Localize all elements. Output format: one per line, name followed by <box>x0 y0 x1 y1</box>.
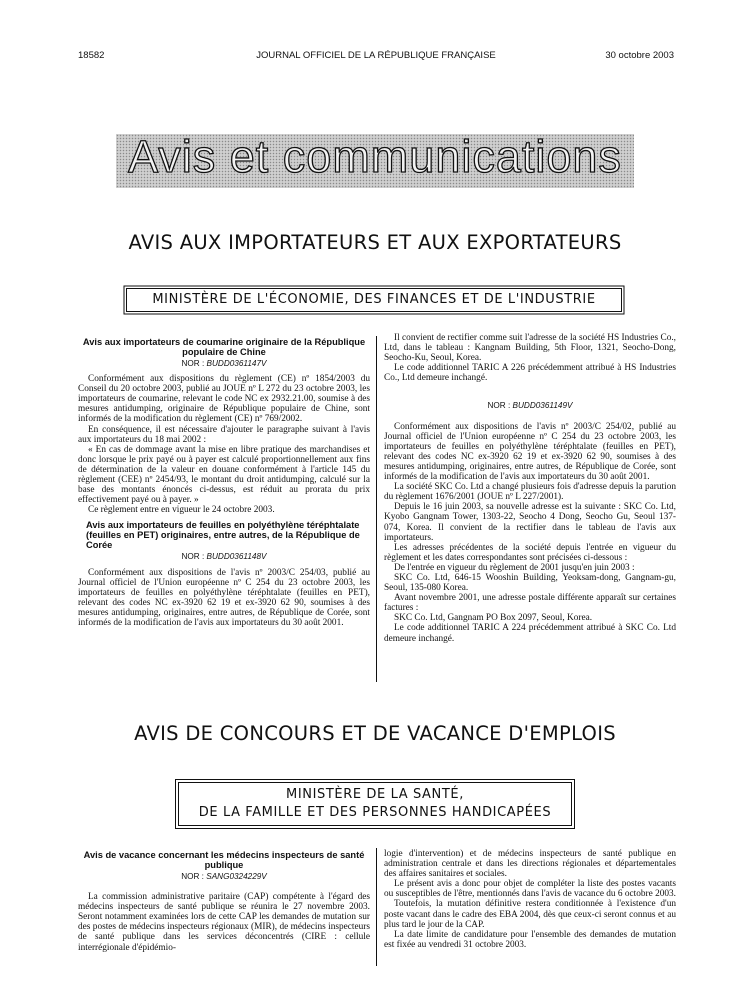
article-title-coumarine: Avis aux importateurs de coumarine originaire de la République populaire de Chine <box>82 337 366 357</box>
column-divider <box>376 336 377 682</box>
nor-label: NOR : <box>181 552 205 562</box>
nor-code: BUDD0361148V <box>206 552 267 562</box>
paragraph: Conformément aux dispositions de l'avis nº 2003/C 254/03, publié au Journal officiel de l'Union européenne nº C 254 du 23 octobre 2003, les importateurs de feuilles en polyéthylène téréphtalate (feuilles en PET), relevant des codes NC ex-3920 62 19 et ex-3920 62 90, soumises à des mesures antidumping, originaires, entre autres, de République de Corée, sont informés de la modification de l'avis aux importateurs du 30 août 2001. <box>78 567 370 628</box>
paragraph: Conformément aux dispositions de l'avis nº 2003/C 254/02, publié au Journal officiel de l'Union européenne nº C 254 du 23 octobre 2003, les importateurs de feuilles en polyéthylène téréphtalate (feuilles en PET), relevant des codes NC ex-3920 62 19 et ex-3920 62 90, soumises à des mesures antidumping, originaires, entre autres, de République de Corée, sont informés de la modification de l'avis aux importateurs du 30 août 2001. <box>384 421 676 483</box>
paragraph: Depuis le 16 juin 2003, sa nouvelle adresse est la suivante : SKC Co. Ltd, Kyobo Gangnam Tower, 1303-22, Seocho 4 Dong, Seocho Gu, Seoul 137-074, Korea. Il convient de la rectifier dans le tableau de l'avis aux importateurs. <box>384 502 676 543</box>
nor-reference <box>384 401 676 411</box>
ministry-box-health <box>178 782 572 826</box>
paragraph: Le code additionnel TARIC A 224 précédemment attribué à SKC Co. Ltd demeure inchangé. <box>384 623 676 644</box>
nor-label: NOR : <box>487 401 511 411</box>
ministry-name-line-2: DE LA FAMILLE ET DES PERSONNES HANDICAPÉES <box>198 805 552 820</box>
column-left-importers <box>78 333 370 628</box>
paragraph: Les adresses précédentes de la société depuis l'entrée en vigueur du règlement et les dates correspondantes sont précisées ci-dessous : <box>384 542 676 563</box>
paragraph: Ce règlement entre en vigueur le 24 octobre 2003. <box>88 505 275 516</box>
column-divider <box>376 848 377 966</box>
nor-label: NOR : <box>181 359 205 368</box>
nor-code: BUDD0361147V <box>206 359 267 368</box>
banner-title: Avis et communications <box>128 131 622 182</box>
running-header <box>78 50 674 64</box>
ministry-name: MINISTÈRE DE L'ÉCONOMIE, DES FINANCES ET DE L'INDUSTRIE <box>152 292 596 307</box>
paragraph: La société SKC Co. Ltd a changé plusieurs fois d'adresse depuis la parution du règlement 1676/2001 (JOUE nº L 227/2001). <box>384 482 676 503</box>
paragraph: logie d'intervention) et de médecins inspecteurs de santé publique en administration centrale et dans les directions régionales et départementales des affaires sanitaires et sociales. <box>384 849 676 880</box>
column-left-vacancies <box>78 846 370 953</box>
page-number: 18582 <box>78 50 105 61</box>
column-right-importers <box>384 333 676 644</box>
column-right-vacancies <box>384 849 676 950</box>
section-heading-vacancies: AVIS DE CONCOURS ET DE VACANCE D'EMPLOIS <box>134 722 616 745</box>
ministry-name-line-1: MINISTÈRE DE LA SANTÉ, <box>286 787 464 802</box>
paragraph: La commission administrative paritaire (CAP) compétente à l'égard des médecins inspecteurs de santé publique se réunira le 27 novembre 2003. Seront notamment examinées lors de cette CAP les demandes de mutation sur des postes de médecins inspecteurs régionaux (MIR), de médecins inspecteurs de santé publique dans les services déconcentrés (CIRE : cellule interrégionale d'épidémio- <box>78 892 370 953</box>
ministry-box-economy <box>126 288 622 312</box>
paragraph: La date limite de candidature pour l'ensemble des demandes de mutation est fixée au vendredi 31 octobre 2003. <box>384 929 676 950</box>
article-title-vacancy: Avis de vacance concernant les médecins inspecteurs de santé publique <box>83 850 365 870</box>
paragraph: SKC Co. Ltd, Gangnam PO Box 2097, Seoul, Korea. <box>394 613 593 624</box>
article-title-pet-sheets: Avis aux importateurs de feuilles en polyéthylène téréphtalate (feuilles en PET) originaires, entre autres, de la République de Corée <box>86 520 360 551</box>
nor-reference <box>78 552 370 562</box>
paragraph: Il convient de rectifier comme suit l'adresse de la société HS Industries Co., Ltd, dans le tableau : Kangnam Building, 5th Floor, 1321, Seocho-Dong, Seocho-Ku, Seoul, Korea. <box>384 333 676 364</box>
section-heading-importers: AVIS AUX IMPORTATEURS ET AUX EXPORTATEURS <box>128 231 622 254</box>
paragraph: Avant novembre 2001, une adresse postale différente apparaît sur certaines factures : <box>384 593 676 614</box>
paragraph: SKC Co. Ltd, 646-15 Wooshin Building, Yeoksam-dong, Gangnam-gu, Seoul, 135-080 Korea. <box>384 572 676 594</box>
nor-label: NOR : <box>181 872 204 881</box>
paragraph: De l'entrée en vigueur du règlement de 2001 jusqu'en juin 2003 : <box>394 562 635 573</box>
paragraph: Le code additionnel TARIC A 226 précédemment attribué à HS Industries Co., Ltd demeure inchangé. <box>384 363 676 384</box>
paragraph: Toutefois, la mutation définitive restera conditionnée à l'existence d'un poste vacant dans le cadre des EBA 2004, dès que ceux-ci seront connus et au plus tard le jour de la CAP. <box>384 899 676 930</box>
section-banner <box>116 131 634 188</box>
paragraph: « En cas de dommage avant la mise en libre pratique des marchandises et donc lorsque le prix payé ou à payer est calculé proportionnellement aux fins de détermination de la valeur en douane conformément à l'article 145 du règlement (CEE) nº 2454/93, le montant du droit antidumping, calculé sur la base des montants énoncés ci-dessus, est réduit au prorata du prix effectivement payé ou à payer. » <box>78 444 370 506</box>
journal-title: JOURNAL OFFICIEL DE LA RÉPUBLIQUE FRANÇAISE <box>256 50 496 61</box>
nor-reference <box>78 872 370 882</box>
paragraph: Conformément aux dispositions du règlement (CE) nº 1854/2003 du Conseil du 20 octobre 2003, publié au JOUE nº L 272 du 23 octobre 2003, les importateurs de coumarine, relevant le code NC ex 2932.21.00, soumise à des mesures antidumping, originaire de République populaire de Chine, sont informés de la modification du règlement (CE) nº 769/2002. <box>78 374 370 425</box>
paragraph: Le présent avis a donc pour objet de compléter la liste des postes vacants ou susceptibles de l'être, mentionnés dans l'avis de vacance du 6 octobre 2003. <box>384 879 676 900</box>
nor-code: BUDD0361149V <box>512 401 573 411</box>
paragraph: En conséquence, il est nécessaire d'ajouter le paragraphe suivant à l'avis aux importateurs du 18 mai 2002 : <box>78 424 370 445</box>
nor-reference <box>78 359 370 369</box>
nor-code: SANG0324229V <box>206 872 267 881</box>
issue-date: 30 octobre 2003 <box>605 50 674 61</box>
